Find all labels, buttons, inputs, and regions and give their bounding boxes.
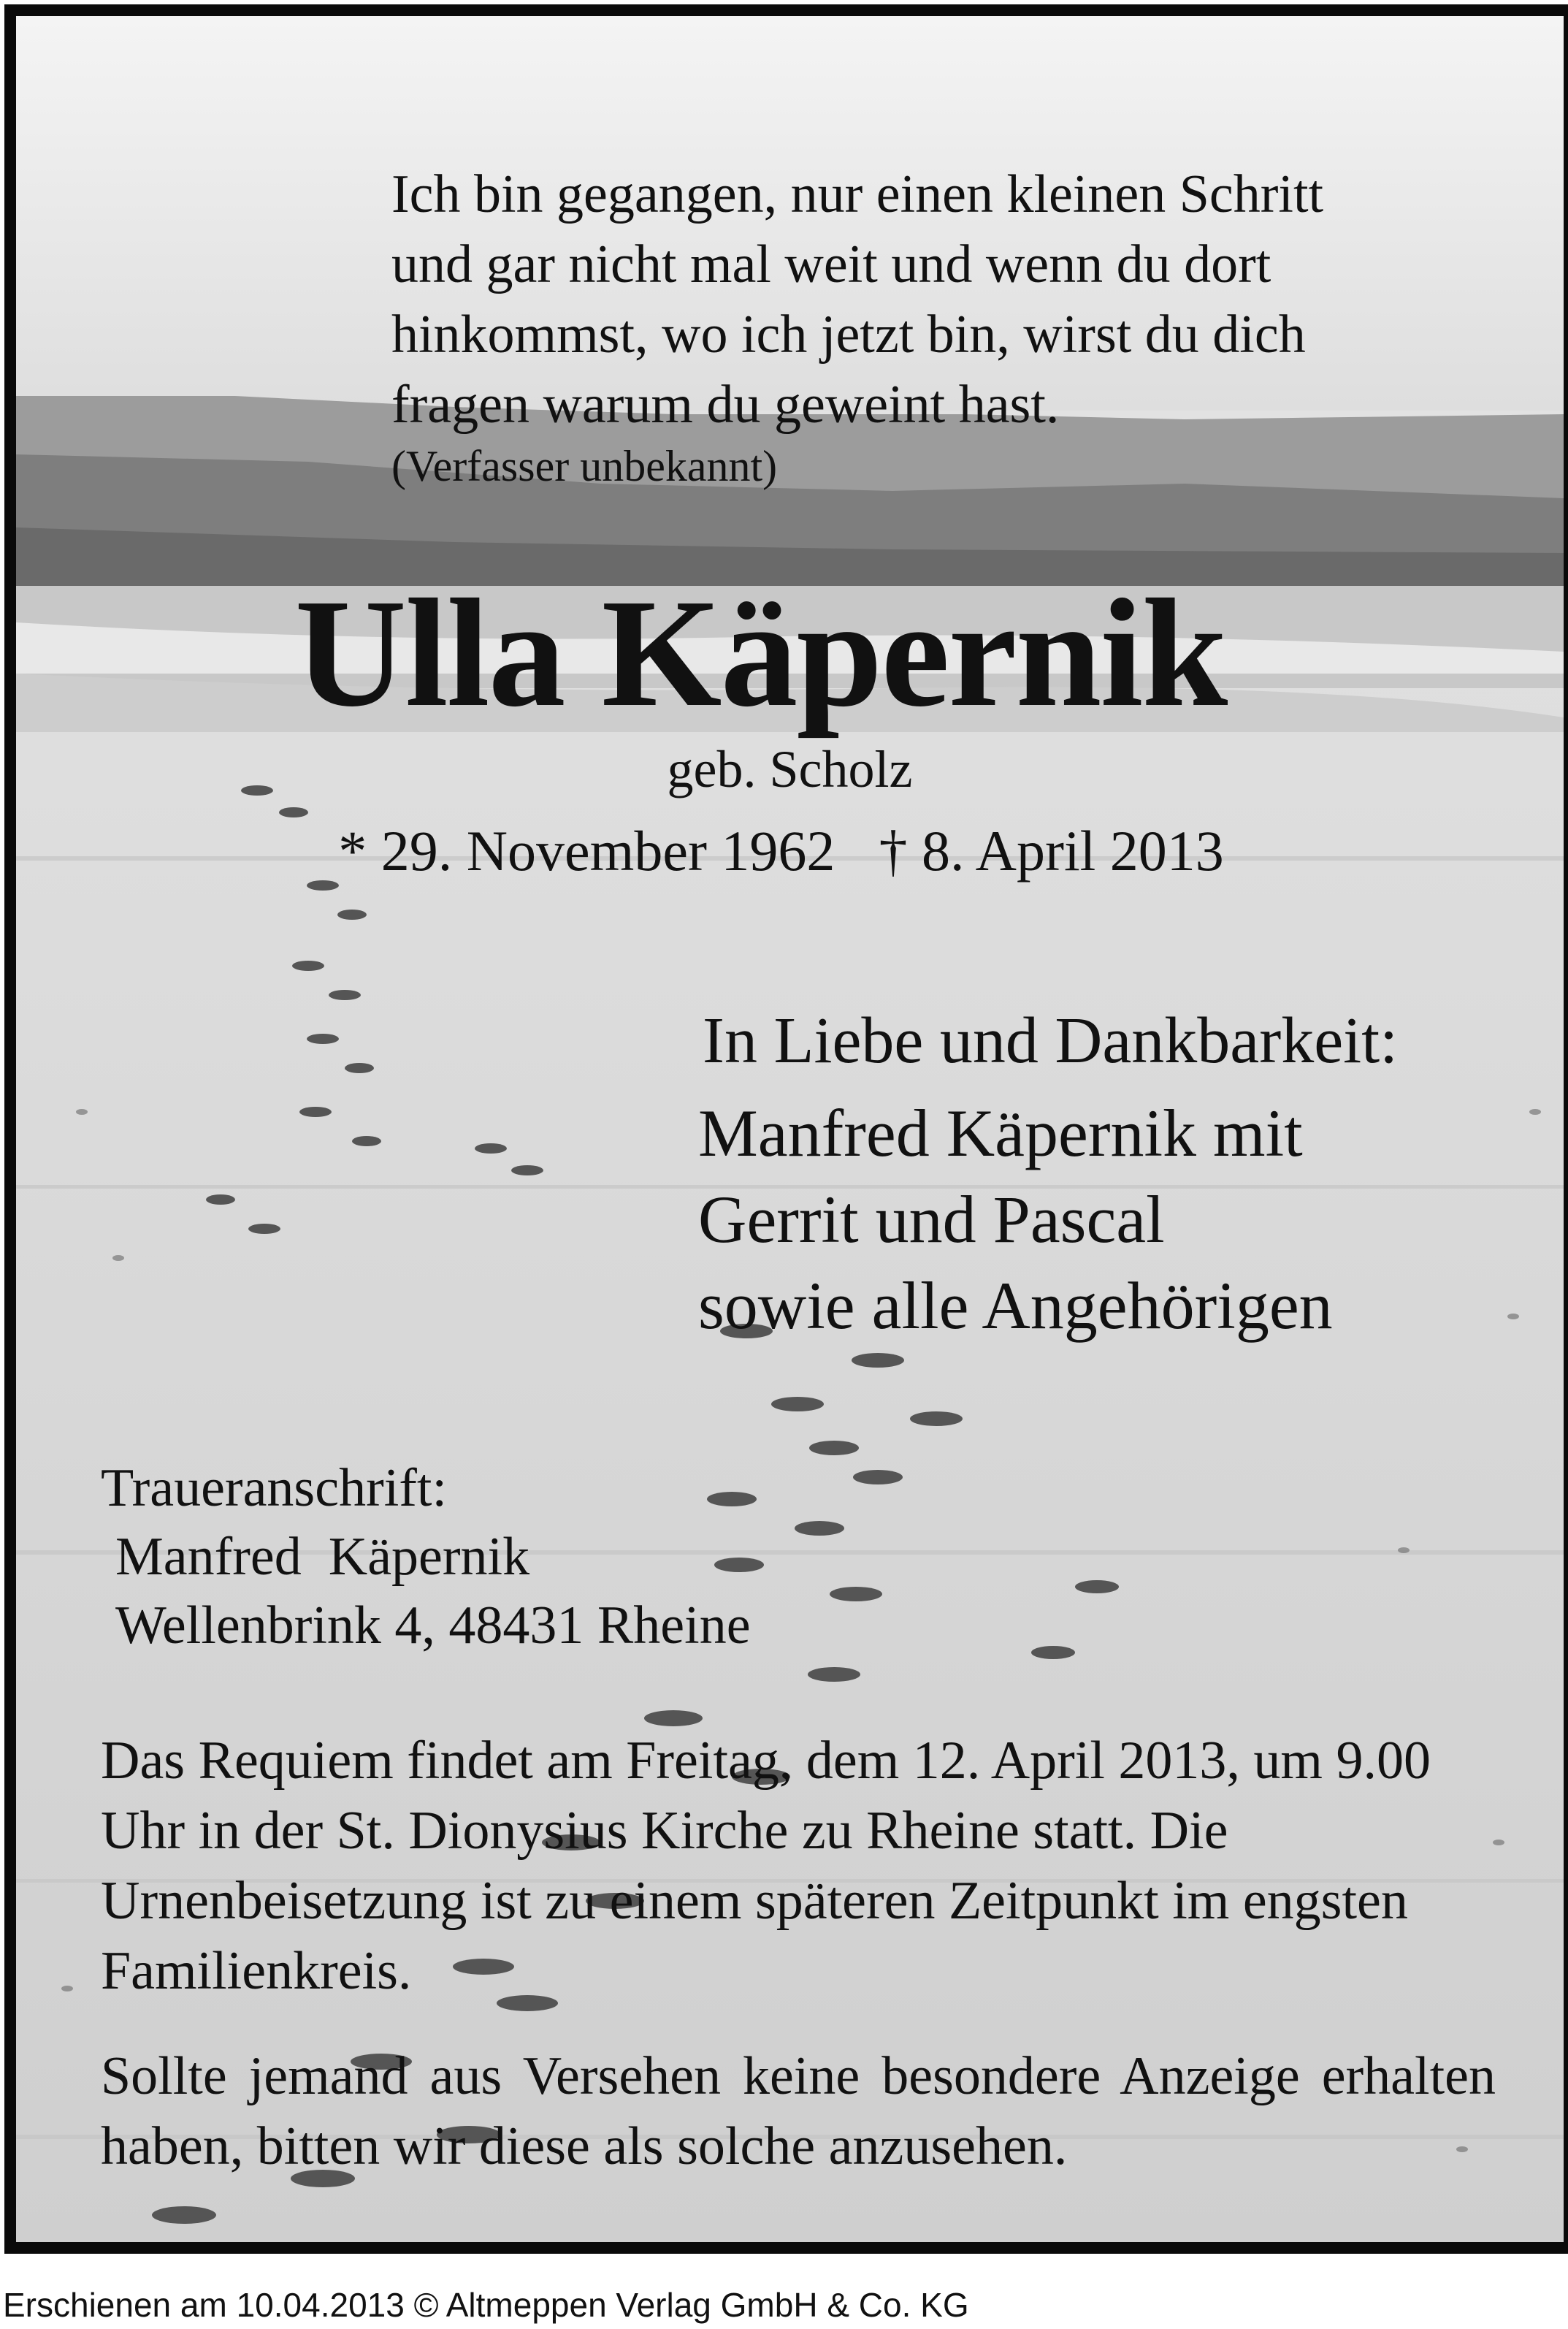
deceased-name: Ulla Käpernik	[294, 567, 1227, 739]
mourners-list	[698, 1090, 1333, 1349]
address-label: Traueranschrift:	[101, 1458, 448, 1518]
poem-line: fragen warum du geweint hast.	[391, 375, 1060, 435]
poem-line: und gar nicht mal weit und wenn du dort	[391, 235, 1271, 294]
mourner-line: Gerrit und Pascal	[698, 1182, 1165, 1257]
birth-name: geb. Scholz	[667, 740, 913, 798]
poem	[391, 159, 1323, 440]
obituary-frame	[4, 4, 1568, 2254]
mourner-line: Manfred Käpernik mit	[698, 1096, 1303, 1170]
address-name: Manfred Käpernik	[115, 1527, 530, 1587]
address-street: Wellenbrink 4, 48431 Rheine	[115, 1596, 751, 1655]
poem-line: hinkommst, wo ich jetzt bin, wirst du dich	[391, 305, 1306, 365]
death-date: † 8. April 2013	[879, 819, 1224, 883]
mourner-line: sowie alle Angehörigen	[698, 1268, 1333, 1343]
birth-date: * 29. November 1962	[338, 819, 835, 883]
mourning-address	[101, 1454, 751, 1660]
life-dates	[7, 818, 1555, 884]
notice-text: Sollte jemand aus Versehen keine besondere Anzeige erhalten haben, bitten wir diese als solche anzusehen.	[101, 2046, 1496, 2176]
poem-author: (Verfasser unbekannt)	[391, 442, 778, 490]
mourners-intro: In Liebe und Dankbarkeit:	[703, 1005, 1399, 1077]
publication-footer: Erschienen am 10.04.2013 © Altmeppen Verlag GmbH & Co. KG	[3, 2286, 969, 2324]
poem-line: Ich bin gegangen, nur einen kleinen Schritt	[391, 164, 1324, 224]
requiem-info: Das Requiem findet am Freitag, dem 12. April 2013, um 9.00 Uhr in der St. Dionysius Kirche zu Rheine statt. Die Urnenbeisetzung ist zu einem späteren Zeitpunkt im engsten Familienkreis.	[101, 1731, 1431, 2001]
